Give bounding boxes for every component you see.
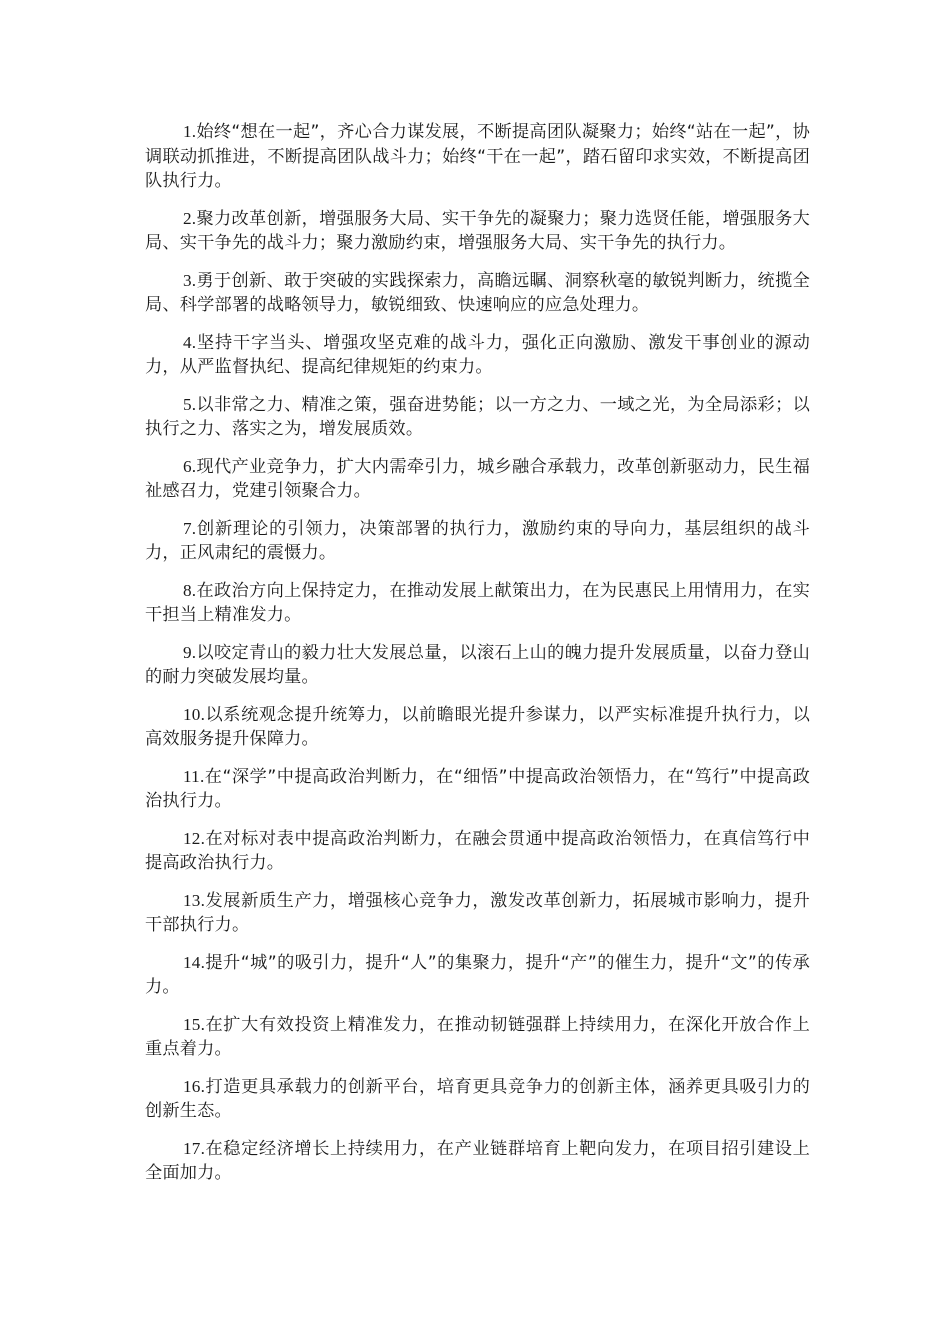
paragraph: 8.在政治方向上保持定力，在推动发展上献策出力，在为民惠民上用情用力，在实干担当上精准发力。 — [145, 580, 810, 625]
paragraph: 16.打造更具承载力的创新平台，培育更具竞争力的创新主体，涵养更具吸引力的创新生态。 — [145, 1076, 810, 1121]
paragraph: 1.始终“想在一起”，齐心合力谋发展，不断提高团队凝聚力；始终“站在一起”，协调联动抓推进，不断提高团队战斗力；始终“干在一起”，踏石留印求实效，不断提高团队执行力。 — [145, 122, 810, 191]
paragraph: 17.在稳定经济增长上持续用力，在产业链群培育上靶向发力，在项目招引建设上全面加力。 — [145, 1138, 810, 1183]
paragraph: 13.发展新质生产力，增强核心竞争力，激发改革创新力，拓展城市影响力，提升干部执行力。 — [145, 890, 810, 935]
paragraph: 12.在对标对表中提高政治判断力，在融会贯通中提高政治领悟力，在真信笃行中提高政治执行力。 — [145, 828, 810, 873]
document-page — [145, 120, 810, 1199]
paragraph: 6.现代产业竞争力，扩大内需牵引力，城乡融合承载力，改革创新驱动力，民生福祉感召力，党建引领聚合力。 — [145, 456, 810, 501]
paragraph: 5.以非常之力、精准之策，强奋进势能；以一方之力、一域之光，为全局添彩；以执行之力、落实之为，增发展质效。 — [145, 394, 810, 439]
paragraph: 14.提升“城”的吸引力，提升“人”的集聚力，提升“产”的催生力，提升“文”的传承力。 — [145, 952, 810, 997]
paragraph: 9.以咬定青山的毅力壮大发展总量，以滚石上山的魄力提升发展质量，以奋力登山的耐力突破发展均量。 — [145, 642, 810, 687]
paragraph: 4.坚持干字当头、增强攻坚克难的战斗力，强化正向激励、激发干事创业的源动力，从严监督执纪、提高纪律规矩的约束力。 — [145, 332, 810, 377]
paragraph: 11.在“深学”中提高政治判断力，在“细悟”中提高政治领悟力，在“笃行”中提高政治执行力。 — [145, 766, 810, 811]
paragraph: 15.在扩大有效投资上精准发力，在推动韧链强群上持续用力，在深化开放合作上重点着力。 — [145, 1014, 810, 1059]
paragraph: 2.聚力改革创新，增强服务大局、实干争先的凝聚力；聚力选贤任能，增强服务大局、实干争先的战斗力；聚力激励约束，增强服务大局、实干争先的执行力。 — [145, 208, 810, 253]
paragraph: 10.以系统观念提升统筹力，以前瞻眼光提升参谋力，以严实标准提升执行力，以高效服务提升保障力。 — [145, 704, 810, 749]
paragraph: 3.勇于创新、敢于突破的实践探索力，高瞻远瞩、洞察秋毫的敏锐判断力，统揽全局、科学部署的战略领导力，敏锐细致、快速响应的应急处理力。 — [145, 270, 810, 315]
paragraph: 7.创新理论的引领力，决策部署的执行力，激励约束的导向力，基层组织的战斗力，正风肃纪的震慑力。 — [145, 518, 810, 563]
